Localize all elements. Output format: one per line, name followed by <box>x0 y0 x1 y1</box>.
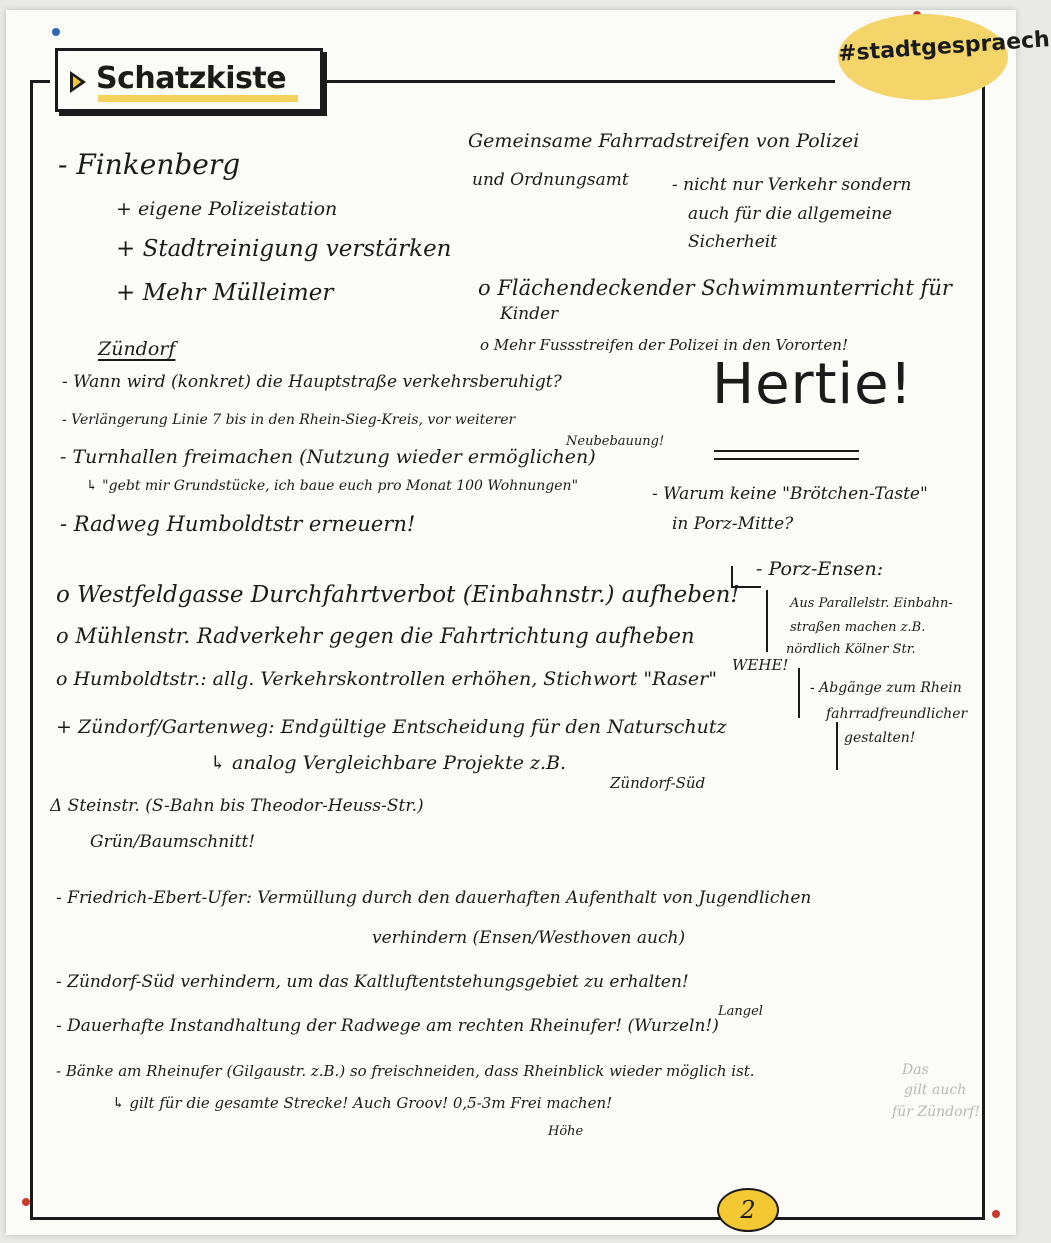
zuendorf-heading: Zündorf <box>98 338 176 360</box>
zuendorf-line: ↳ "gebt mir Grundstücke, ich baue euch pro Monat 100 Wohnungen" <box>86 478 579 494</box>
ensen-line: straßen machen z.B. <box>790 620 926 635</box>
hertie-underline <box>714 450 859 452</box>
schwimm-line: Kinder <box>500 304 559 324</box>
zuendorf-line: - Verlängerung Linie 7 bis in den Rhein-Sieg-Kreis, vor weiterer <box>62 412 516 428</box>
hashtag-text: #stadtgespraech <box>837 27 1051 67</box>
fahrrad-line: Sicherheit <box>688 232 778 252</box>
play-triangle-fill <box>73 76 81 88</box>
bottom-line: - Friedrich-Ebert-Ufer: Vermüllung durch den dauerhaften Aufenthalt von Jugendlichen <box>56 888 812 908</box>
finkenberg-heading: - Finkenberg <box>58 148 241 181</box>
middle-line: ↳ analog Vergleichbare Projekte z.B. <box>210 752 567 774</box>
broetchen-line: in Porz-Mitte? <box>672 514 794 534</box>
schwimm-line: o Flächendeckender Schwimmunterricht für <box>478 276 952 300</box>
bottom-line: ↳ gilt für die gesamte Strecke! Auch Groov! 0,5-3m Frei machen! <box>112 1094 613 1112</box>
finkenberg-item: + Stadtreinigung verstärken <box>116 236 452 262</box>
ensen-line: Aus Parallelstr. Einbahn- <box>790 596 953 611</box>
ensen-line: nördlich Kölner Str. <box>786 642 916 657</box>
hertie-text: Hertie! <box>712 352 914 417</box>
rhein-line: fahrradfreundlicher <box>826 706 968 722</box>
hertie-underline <box>714 458 859 460</box>
bottom-line: - Bänke am Rheinufer (Gilgaustr. z.B.) so freischneiden, dass Rheinblick wieder möglich ist. <box>56 1062 755 1080</box>
fahrrad-line: auch für die allgemeine <box>688 204 893 224</box>
title-highlight <box>98 95 298 102</box>
frame-top-right <box>325 80 835 83</box>
broetchen-line: - Warum keine "Brötchen-Taste" <box>652 484 928 504</box>
middle-line: Grün/Baumschnitt! <box>90 832 256 852</box>
frame-top-left <box>30 80 50 83</box>
faint-note-line: Das <box>902 1062 929 1078</box>
hashtag-badge <box>837 14 1051 100</box>
ensen-heading: - Porz-Ensen: <box>756 558 884 580</box>
page-title: Schatzkiste <box>96 61 287 96</box>
rhein-line: - Abgänge zum Rhein <box>810 680 962 696</box>
pin-dot <box>992 1210 1000 1218</box>
middle-line: Δ Steinstr. (S-Bahn bis Theodor-Heuss-Str.) <box>50 796 424 816</box>
zuendorf-line: - Turnhallen freimachen (Nutzung wieder ermöglichen) <box>60 446 596 468</box>
page-number: 2 <box>717 1188 779 1232</box>
zuendorf-line: - Wann wird (konkret) die Hauptstraße verkehrsberuhigt? <box>62 372 562 392</box>
fahrrad-line: und Ordnungsamt <box>472 170 629 190</box>
middle-line: Zündorf-Süd <box>610 774 706 792</box>
finkenberg-item: + eigene Polizeistation <box>116 198 338 220</box>
bottom-line: Höhe <box>548 1124 584 1139</box>
rhein-line: gestalten! <box>844 730 916 746</box>
faint-note-line: gilt auch <box>904 1082 967 1098</box>
fahrrad-line: Gemeinsame Fahrradstreifen von Polizei <box>468 130 860 152</box>
middle-line: + Zündorf/Gartenweg: Endgültige Entscheidung für den Naturschutz <box>56 716 727 738</box>
finkenberg-item: + Mehr Mülleimer <box>116 280 334 306</box>
middle-line: WEHE! <box>732 656 789 674</box>
bracket-line <box>836 722 838 770</box>
zuendorf-line: Neubebauung! <box>566 434 665 449</box>
bottom-line: - Dauerhafte Instandhaltung der Radwege am rechten Rheinufer! (Wurzeln!) <box>56 1016 719 1036</box>
middle-line: o Humboldtstr.: allg. Verkehrskontrollen erhöhen, Stichwort "Raser" <box>56 668 718 690</box>
bottom-line: Langel <box>718 1004 763 1019</box>
section-title-box <box>55 48 323 112</box>
faint-note-line: für Zündorf! <box>892 1104 980 1120</box>
bottom-line: verhindern (Ensen/Westhoven auch) <box>372 928 686 948</box>
bracket-line <box>766 590 768 652</box>
fahrrad-line: - nicht nur Verkehr sondern <box>672 175 912 195</box>
middle-line: o Mühlenstr. Radverkehr gegen die Fahrtrichtung aufheben <box>56 624 695 648</box>
zuendorf-line: - Radweg Humboldtstr erneuern! <box>60 512 416 536</box>
pin-dot <box>22 1198 30 1206</box>
bracket-line <box>798 668 800 718</box>
middle-line: o Westfeldgasse Durchfahrtverbot (Einbahnstr.) aufheben! <box>56 582 740 608</box>
bottom-line: - Zündorf-Süd verhindern, um das Kaltluftentstehungsgebiet zu erhalten! <box>56 972 689 992</box>
fuss-line: o Mehr Fussstreifen der Polizei in den Vororten! <box>480 336 848 354</box>
pin-dot <box>52 28 60 36</box>
